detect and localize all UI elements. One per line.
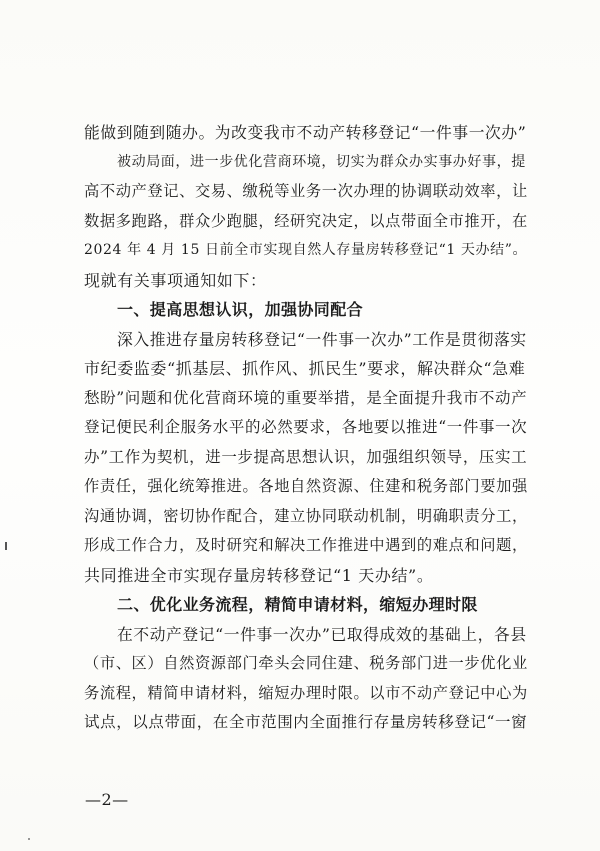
- text-line: 形成工作合力，及时研究和解决工作推进中遇到的难点和问题，: [84, 536, 528, 554]
- text-line: 2024 年 4 月 15 日前全市实现自然人存量房转移登记“1 天办结”。: [84, 242, 528, 258]
- text-line: 务流程，精简申请材料，缩短办理时限。以市不动产登记中心为: [84, 683, 528, 702]
- text-line: 被动局面，进一步优化营商环境，切实为群众办实事办好事，提: [117, 153, 526, 170]
- text-line: 在不动产登记“一件事一次办”已取得成效的基础上，各县: [117, 624, 527, 644]
- text-line: 试点，以点带面，在全市范围内全面推行存量房转移登记“一窗: [84, 713, 528, 731]
- text-line: 数据多跑路，群众少跑腿，经研究决定，以点带面全市推开，在: [84, 211, 528, 230]
- text-line: 登记便民利企服务水平的必然要求，各地要以推进“一件事一次: [84, 418, 528, 436]
- text-line: 作责任，强化统筹推进。各地自然资源、住建和税务部门要加强: [84, 477, 528, 495]
- text-line: 高不动产登记、交易、缴税等业务一次办理的协调联动效率，让: [84, 182, 528, 200]
- text-line: 沟通协调，密切协作配合，建立协同联动机制，明确职责分工，: [84, 506, 528, 525]
- text-line: 现就有关事项通知如下：: [84, 270, 267, 290]
- body-text: [84, 118, 530, 738]
- text-line: 能做到随到随办。为改变我市不动产转移登记“一件事一次办”: [84, 123, 527, 142]
- margin-mark: [5, 542, 7, 550]
- text-line: 愁盼”问题和优化营商环境的重要举措，是全面提升我市不动产: [84, 388, 528, 407]
- page-number: —2—: [85, 790, 129, 809]
- section-heading-2: 二、优化业务流程，精简申请材料，缩短办理时限: [117, 595, 478, 614]
- text-line: 办”工作为契机，进一步提高思想认识，加强组织领导，压实工: [84, 447, 528, 466]
- text-line: 共同推进全市实现存量房转移登记“1 天办结”。: [84, 565, 434, 585]
- text-line: （市、区）自然资源部门牵头会同住建、税务部门进一步优化业: [84, 654, 528, 672]
- section-heading-1: 一、提高思想认识，加强协同配合: [117, 300, 364, 319]
- text-line: 市纪委监委“抓基层、抓作风、抓民生”要求，解决群众“急难: [84, 359, 526, 378]
- text-line: 深入推进存量房转移登记“一件事一次办”工作是贯彻落实: [117, 329, 527, 349]
- scan-speck: [28, 838, 30, 840]
